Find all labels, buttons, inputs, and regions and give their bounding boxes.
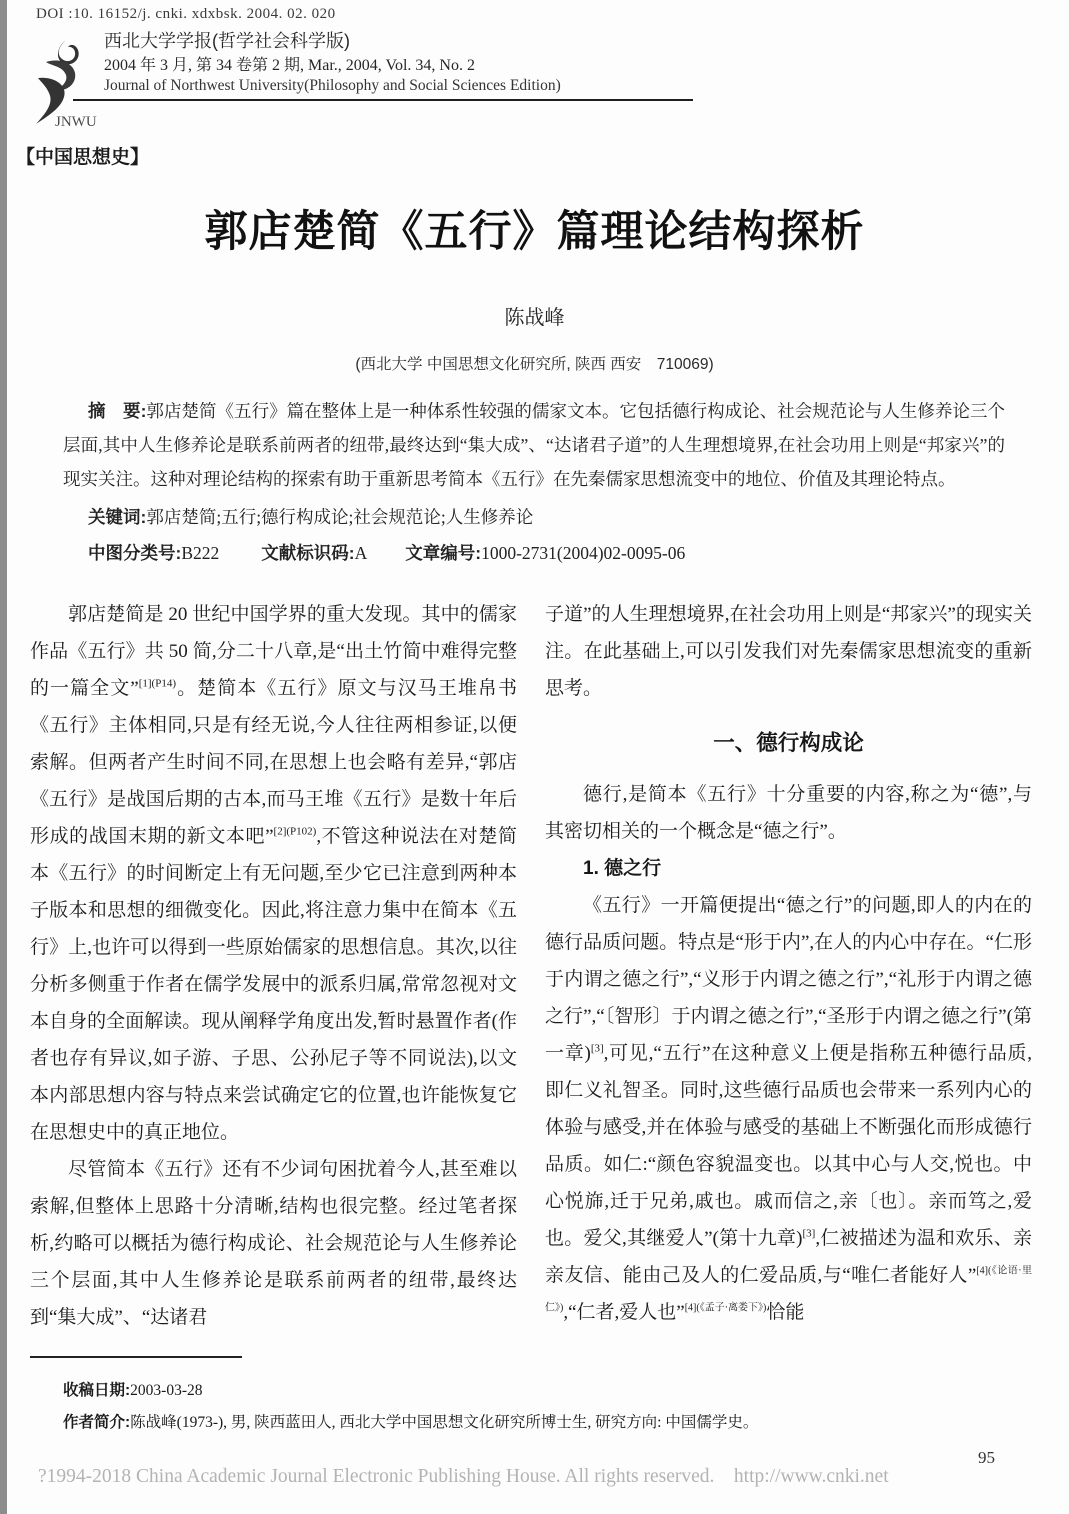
abstract-text: 郭店楚简《五行》篇在整体上是一种体系性较强的儒家文本。它包括德行构成论、社会规范论与人生修养论三个层面,其中人生修养论是联系前两者的纽带,最终达到“集大成”、“达诸君子道”的人生理想境界,在社会功用上则是“邦家兴”的现实关注。这种对理论结构的探索有助于重新思考简本《五行》在先秦儒家思想流变中的地位、价值及其理论特点。: [63, 401, 1006, 489]
abstract-label: 摘 要:: [88, 401, 147, 421]
article-id-value: 1000-2731(2004)02-0095-06: [481, 543, 686, 563]
abstract-block: [63, 394, 1005, 570]
received-value: 2003-03-28: [130, 1382, 203, 1399]
paragraph-text: 郭店楚简是 20 世纪中国学界的重大发现。其中的儒家作品《五行》共 50 简,分二十八章,是“出土竹简中难得完整的一篇全文”: [30, 604, 517, 699]
header-rule: [73, 99, 693, 101]
journal-name-en: Journal of Northwest University(Philosophy and Social Sciences Edition): [104, 77, 561, 94]
paragraph-text: ,可见,“五行”在这种意义上便是指称五种德行品质,即仁义礼智圣。同时,这些德行品质也会带来一系列内心的体验与感受,并在体验与感受的基础上不断强化而形成德行品质。如仁:“颜色容貌温变也。以其中心与人交,悦也。中心悦旆,迁于兄弟,戚也。戚而信之,亲〔也〕。亲而笃之,爱也。爱父,其继爱人”(第十九章): [545, 1043, 1032, 1249]
doi-line: DOI :10. 16152/j. cnki. xdxbsk. 2004. 02. 020: [36, 6, 336, 22]
paragraph-text: ,“仁者,爱人也”: [563, 1302, 685, 1323]
body-columns: [30, 596, 1032, 1336]
bio-value: 陈战峰(1973-), 男, 陕西蓝田人, 西北大学中国思想文化研究所博士生, 研究方向: 中国儒学史。: [130, 1414, 759, 1431]
citation-superscript: [4](《孟子·离娄下》): [684, 1302, 767, 1314]
paragraph-text: 。楚简本《五行》原文与汉马王堆帛书《五行》主体相同,只是有经无说,今人往往两相参证,以便索解。但两者产生时间不同,在思想上也会略有差异,“郭店《五行》是战国后期的古本,而马王堆《五行》是数十年后形成的战国末期的新文本吧”: [30, 678, 517, 847]
journal-logo: [18, 36, 102, 128]
journal-issue-line: 2004 年 3 月, 第 34 卷第 2 期, Mar., 2004, Vol. 34, No. 2: [104, 57, 475, 74]
bio-line: [63, 1410, 758, 1432]
classification-line: [63, 536, 1005, 570]
citation-superscript: [3]: [590, 1042, 604, 1055]
left-column: [30, 596, 517, 1336]
paragraph-text: ,仁被描述为温和欢乐、亲亲友信、能由己及人的仁爱品质,与“唯仁者能好人”: [545, 1228, 1032, 1286]
doc-code-value: A: [354, 543, 368, 563]
citation-superscript: [1](P14): [138, 677, 177, 690]
section-tag: 【中国思想史】: [16, 147, 150, 168]
journal-name-cn: 西北大学学报(哲学社会科学版): [104, 31, 350, 51]
citation-superscript: [4](《论语·里仁》): [545, 1265, 1032, 1314]
keywords-line: [63, 500, 1005, 534]
keywords-text: 郭店楚简;五行;德行构成论;社会规范论;人生修养论: [146, 507, 534, 527]
right-column: [545, 596, 1032, 1336]
abstract-paragraph: [63, 394, 1005, 496]
section-heading: 一、德行构成论: [713, 731, 864, 755]
page-number: 95: [978, 1448, 995, 1467]
article-id-label: 文章编号:: [405, 543, 482, 563]
paragraph-text: ,不管这种说法在对楚简本《五行》的时间断定上有无问题,至少它已注意到两种本子版本和思想的细微变化。因此,将注意力集中在简本《五行》上,也许可以得到一些原始儒家的思想信息。其次,以往分析多侧重于作者在儒学发展中的派系归属,常常忽视对文本自身的全面解读。现从阐释学角度出发,暂时悬置作者(作者也存有异议,如子游、子思、公孙尼子等不同说法),以文本内部思想内容与特点来尝试确定它的位置,也许能恢复它在思想史中的真正地位。: [30, 826, 517, 1143]
paragraph: 尽管简本《五行》还有不少词句困扰着今人,甚至难以索解,但整体上思路十分清晰,结构也很完整。经过笔者探析,约略可以概括为德行构成论、社会规范论与人生修养论三个层面,其中人生修养论是联系前两者的纽带,最终达到“集大成”、“达诸君: [30, 1159, 517, 1328]
citation-superscript: [2](P102): [273, 825, 317, 838]
logo-bird-icon: [18, 36, 102, 128]
citation-superscript: [3]: [802, 1227, 816, 1240]
keywords-label: 关键词:: [88, 507, 147, 527]
paragraph: [30, 596, 517, 1151]
affiliation: (西北大学 中国思想文化研究所, 陕西 西安 710069): [355, 356, 714, 373]
clc-label: 中图分类号:: [88, 543, 182, 563]
bio-label: 作者简介:: [63, 1414, 131, 1431]
paragraph-text: 《五行》一开篇便提出“德之行”的问题,即人的内在的德行品质问题。特点是“形于内”,在人的内心中存在。“仁形于内谓之德之行”,“义形于内谓之德之行”,“礼形于内谓之德之行”,“〔智形〕于内谓之德之行”,“圣形于内谓之德之行”(第一章): [545, 895, 1032, 1064]
received-label: 收稿日期:: [63, 1382, 131, 1399]
sub-heading: 1. 德之行: [583, 858, 662, 879]
logo-text: JNWU: [55, 114, 97, 128]
paragraph-text: 恰能: [766, 1302, 805, 1323]
doc-code-label: 文献标识码:: [261, 543, 355, 563]
footnote-rule: [30, 1356, 242, 1358]
author-name: 陈战峰: [504, 307, 565, 329]
paragraph: 德行,是简本《五行》十分重要的内容,称之为“德”,与其密切相关的一个概念是“德之行”。: [545, 784, 1032, 842]
copyright-line: ?1994-2018 China Academic Journal Electronic Publishing House. All rights reserved. http://www.cnki.net: [38, 1466, 889, 1487]
paragraph: [545, 887, 1032, 1331]
received-line: [63, 1378, 203, 1400]
paragraph: 子道”的人生理想境界,在社会功用上则是“邦家兴”的现实关注。在此基础上,可以引发我们对先秦儒家思想流变的重新思考。: [545, 604, 1032, 699]
clc-value: B222: [181, 543, 220, 563]
article-title: 郭店楚简《五行》篇理论结构探析: [204, 208, 865, 256]
